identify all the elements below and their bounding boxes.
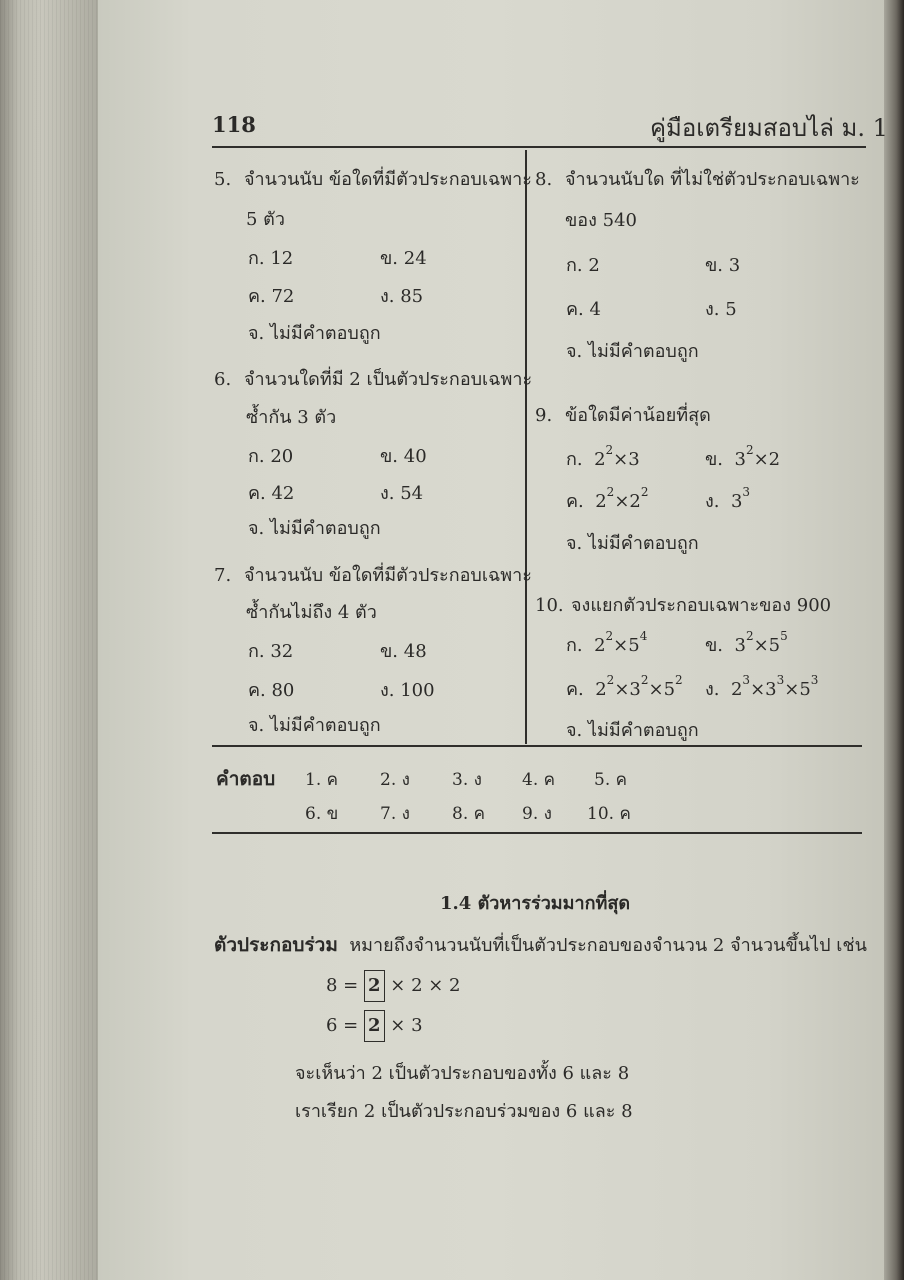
option-c: ค. $2^2\times 3^2\times 5^2$ bbox=[566, 673, 683, 700]
term: ตัวประกอบร่วม bbox=[214, 934, 338, 956]
option-d: ง. 5 bbox=[705, 299, 737, 320]
option-b: ข. 3 bbox=[705, 255, 741, 276]
answer-key-label: คำตอบ bbox=[216, 768, 276, 790]
answer-item: 8. ค bbox=[452, 804, 485, 824]
page-number: 118 bbox=[212, 112, 256, 137]
option-a: ก. 32 bbox=[248, 641, 294, 662]
option-a: ก. $2^2\times 3$ bbox=[566, 443, 640, 470]
answer-item: 3. ง bbox=[452, 770, 482, 790]
option-e: จ. ไม่มีคำตอบถูก bbox=[248, 323, 381, 344]
answer-item: 1. ค bbox=[305, 770, 338, 790]
explanation-line-1: จะเห็นว่า 2 เป็นตัวประกอบของทั้ง 6 และ 8 bbox=[295, 1063, 630, 1084]
question-text: จำนวนนับใด ที่ไม่ใช่ตัวประกอบเฉพาะ bbox=[565, 169, 860, 190]
option-d: ง. 85 bbox=[380, 286, 424, 307]
answers-bottom-rule bbox=[212, 832, 862, 834]
question-text: จำนวนนับ ข้อใดที่มีตัวประกอบเฉพาะ bbox=[244, 565, 532, 586]
book-page-edges bbox=[0, 0, 104, 1280]
question-text: จำนวนนับ ข้อใดที่มีตัวประกอบเฉพาะ bbox=[244, 169, 532, 190]
definition-paragraph bbox=[214, 930, 867, 960]
question-text: ข้อใดมีค่าน้อยที่สุด bbox=[565, 405, 711, 426]
book-right-edge bbox=[884, 0, 904, 1280]
option-a: ก. 2 bbox=[566, 255, 600, 276]
answer-item: 2. ง bbox=[380, 770, 410, 790]
answers-top-rule bbox=[212, 745, 862, 747]
boxed-factor: 2 bbox=[364, 970, 385, 1002]
option-b: ข. 40 bbox=[380, 446, 427, 467]
option-c: ค. $2^2\times 2^2$ bbox=[566, 485, 649, 512]
answer-item: 5. ค bbox=[594, 770, 627, 790]
section-heading: 1.4 ตัวหารร่วมมากที่สุด bbox=[440, 893, 631, 914]
answer-item: 7. ง bbox=[380, 804, 410, 824]
option-a: ก. 20 bbox=[248, 446, 294, 467]
option-e: จ. ไม่มีคำตอบถูก bbox=[566, 533, 699, 554]
question-text: จำนวนใดที่มี 2 เป็นตัวประกอบเฉพาะ bbox=[244, 369, 533, 390]
question-text-cont: ของ 540 bbox=[565, 210, 637, 231]
definition-text: หมายถึงจำนวนนับที่เป็นตัวประกอบของจำนวน 2 จำนวนขึ้นไป เช่น bbox=[349, 935, 867, 956]
answer-item: 9. ง bbox=[522, 804, 552, 824]
question-text-cont: 5 ตัว bbox=[246, 209, 285, 230]
header-rule bbox=[212, 146, 866, 148]
question-text-cont: ซ้ำกันไม่ถึง 4 ตัว bbox=[246, 602, 377, 623]
option-c: ค. 42 bbox=[248, 483, 295, 504]
option-b: ข. $3^2\times 5^5$ bbox=[705, 629, 788, 656]
question-number: 6. bbox=[214, 369, 232, 390]
option-b: ข. $3^2\times 2$ bbox=[705, 443, 781, 470]
option-a: ก. $2^2\times 5^4$ bbox=[566, 629, 648, 656]
option-d: ง. $3^3$ bbox=[705, 485, 751, 512]
question-number: 5. bbox=[214, 169, 232, 190]
answer-item: 10. ค bbox=[587, 804, 631, 824]
question-number: 7. bbox=[214, 565, 232, 586]
answer-item: 4. ค bbox=[522, 770, 555, 790]
question-text: จงแยกตัวประกอบเฉพาะของ 900 bbox=[571, 595, 832, 616]
equation-8: 8 = 2 × 2 × 2 bbox=[326, 970, 461, 1002]
question-text-cont: ซ้ำกัน 3 ตัว bbox=[246, 407, 337, 428]
option-e: จ. ไม่มีคำตอบถูก bbox=[248, 715, 381, 736]
column-divider bbox=[525, 150, 527, 744]
option-e: จ. ไม่มีคำตอบถูก bbox=[248, 518, 381, 539]
option-d: ง. $2^3\times 3^3\times 5^3$ bbox=[705, 673, 819, 700]
option-c: ค. 80 bbox=[248, 680, 295, 701]
boxed-factor: 2 bbox=[364, 1010, 385, 1042]
option-c: ค. 72 bbox=[248, 286, 295, 307]
option-d: ง. 54 bbox=[380, 483, 424, 504]
running-title: คู่มือเตรียมสอบไล่ ม. 1 bbox=[650, 114, 888, 142]
option-d: ง. 100 bbox=[380, 680, 435, 701]
question-number: 8. bbox=[535, 169, 553, 190]
option-b: ข. 24 bbox=[380, 248, 427, 269]
explanation-line-2: เราเรียก 2 เป็นตัวประกอบร่วมของ 6 และ 8 bbox=[295, 1101, 633, 1122]
option-e: จ. ไม่มีคำตอบถูก bbox=[566, 341, 699, 362]
option-a: ก. 12 bbox=[248, 248, 294, 269]
question-number: 10. bbox=[535, 595, 564, 616]
option-b: ข. 48 bbox=[380, 641, 427, 662]
answer-item: 6. ข bbox=[305, 804, 339, 824]
equation-6: 6 = 2 × 3 bbox=[326, 1010, 423, 1042]
option-c: ค. 4 bbox=[566, 299, 601, 320]
option-e: จ. ไม่มีคำตอบถูก bbox=[566, 720, 699, 741]
question-number: 9. bbox=[535, 405, 553, 426]
